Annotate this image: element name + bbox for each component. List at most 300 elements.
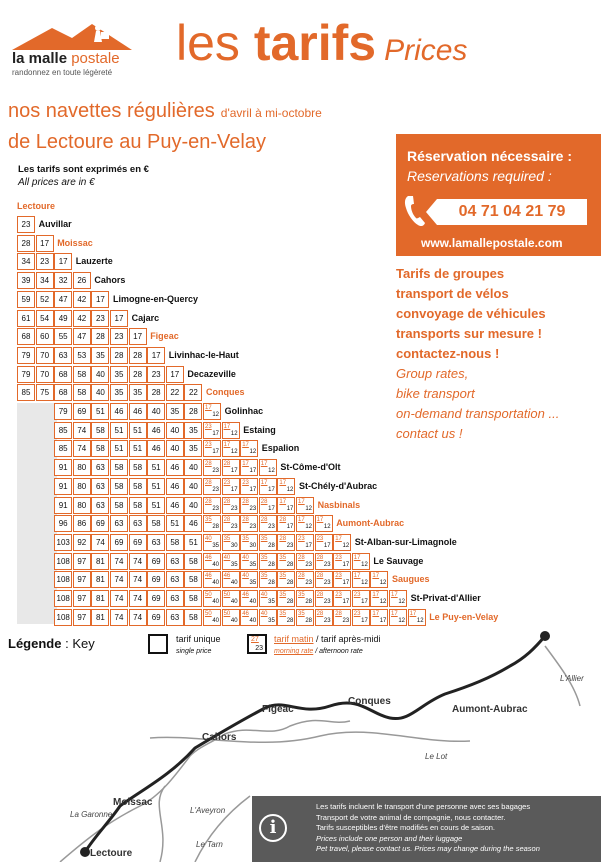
afternoon-price: 23 [323, 580, 331, 587]
afternoon-price: 23 [212, 505, 219, 512]
price-cell: 52 [36, 291, 54, 308]
logo-tagline: randonnez en toute légèreté [12, 68, 113, 77]
price-cell [240, 571, 258, 588]
info-box [252, 796, 601, 862]
price-cell: 35 [91, 347, 109, 364]
price-cell: 28 [184, 403, 202, 420]
afternoon-price: 40 [230, 580, 238, 587]
price-cell: 60 [36, 328, 54, 345]
legend-single-fr: tarif unique [176, 634, 221, 644]
stop-label: St-Privat-d'Allier [410, 593, 481, 603]
price-cell: 69 [91, 515, 109, 532]
stop-label: Aumont-Aubrac [336, 518, 405, 529]
morning-price: 28 [279, 517, 287, 524]
price-cell [277, 515, 295, 532]
price-cell [240, 478, 258, 495]
price-cell [259, 590, 277, 607]
map-town: Lectoure [90, 848, 133, 859]
price-cell: 23 [110, 328, 128, 345]
price-cell: 63 [91, 497, 109, 514]
price-cell: 97 [73, 590, 91, 607]
afternoon-price: 40 [249, 617, 257, 624]
price-cell: 51 [91, 403, 109, 420]
afternoon-price: 12 [249, 449, 257, 456]
morning-price: 28 [205, 461, 212, 468]
morning-price: 23 [353, 610, 361, 617]
morning-price: 23 [223, 479, 231, 486]
price-cell: 26 [73, 272, 91, 289]
price-cell: 35 [184, 440, 202, 457]
price-cell: 79 [17, 347, 35, 364]
price-cell: 69 [147, 609, 165, 626]
price-cell: 54 [36, 310, 54, 327]
afternoon-price: 40 [212, 561, 219, 568]
stop-label: Lectoure [17, 201, 56, 211]
price-cell: 69 [110, 534, 128, 551]
price-cell [277, 553, 295, 570]
group-services [396, 264, 559, 444]
price-cell [352, 571, 370, 588]
price-cell: 74 [73, 422, 91, 439]
morning-price: 28 [205, 498, 212, 505]
price-cell: 63 [54, 347, 72, 364]
price-cell: 74 [110, 553, 128, 570]
price-cell [370, 571, 388, 588]
price-cell [277, 478, 295, 495]
price-cell: 74 [129, 553, 147, 570]
morning-price: 28 [242, 517, 249, 524]
price-cell: 22 [184, 384, 202, 401]
price-cell [222, 478, 240, 495]
price-cell: 69 [73, 403, 91, 420]
price-cell: 58 [91, 422, 109, 439]
currency-note-fr: Les tarifs sont exprimés en € [18, 164, 149, 175]
price-cell [240, 553, 258, 570]
map-town: Aumont-Aubrac [452, 704, 528, 715]
price-cell: 46 [166, 478, 184, 495]
price-cell: 97 [73, 571, 91, 588]
morning-price: 50 [223, 592, 231, 598]
price-cell: 28 [147, 384, 165, 401]
price-cell [370, 590, 388, 607]
price-cell: 63 [91, 459, 109, 476]
morning-price: 28 [260, 517, 268, 524]
price-cell: 74 [110, 609, 128, 626]
price-cell [222, 590, 240, 607]
price-cell: 58 [184, 553, 202, 570]
phone-number[interactable]: 04 71 04 21 79 [437, 199, 587, 225]
legend-split-en: morning rate / afternoon rate [274, 648, 363, 655]
map-town: Cahors [202, 732, 237, 743]
morning-price: 17 [372, 573, 380, 580]
price-cell [203, 422, 221, 439]
price-cell: 81 [91, 553, 109, 570]
morning-price: 17 [205, 405, 212, 411]
morning-price: 46 [223, 573, 231, 580]
morning-price: 17 [223, 423, 231, 430]
price-cell [240, 590, 258, 607]
price-cell [296, 590, 314, 607]
price-cell [222, 515, 240, 532]
price-cell [222, 571, 240, 588]
price-cell: 17 [54, 253, 72, 270]
group-line: transports sur mesure ! [396, 326, 542, 341]
afternoon-price: 28 [286, 580, 294, 587]
map-river: L'Allier [560, 674, 584, 683]
afternoon-price: 17 [361, 617, 368, 624]
morning-price: 17 [316, 517, 324, 524]
info-line: Tarifs susceptibles d'être modifiés en cours de saison. [316, 823, 496, 832]
morning-price: 35 [279, 554, 287, 561]
afternoon-price: 23 [323, 617, 331, 624]
price-cell [277, 534, 295, 551]
price-cell [352, 553, 370, 570]
price-cell: 40 [166, 440, 184, 457]
price-cell [240, 497, 258, 514]
afternoon-price: 28 [268, 542, 275, 549]
afternoon-price: 17 [361, 599, 368, 605]
price-cell: 46 [166, 497, 184, 514]
price-cell: 17 [147, 347, 165, 364]
afternoon-price: 12 [305, 505, 312, 512]
morning-price: 35 [279, 573, 287, 580]
price-cell: 22 [166, 384, 184, 401]
stop-label: Estaing [243, 424, 276, 435]
price-cell [203, 497, 221, 514]
morning-price: 28 [223, 461, 231, 468]
stop-label: Conques [206, 387, 245, 398]
price-cell: 58 [147, 515, 165, 532]
morning-price: 46 [242, 592, 249, 598]
afternoon-price: 17 [230, 486, 238, 493]
morning-price: 40 [242, 573, 249, 580]
morning-price: 28 [316, 592, 324, 598]
price-cell: 34 [17, 253, 35, 270]
price-cell: 35 [110, 366, 128, 383]
morning-price: 28 [298, 554, 305, 561]
price-cell [203, 403, 221, 420]
afternoon-price: 40 [230, 617, 238, 624]
subtitle-line2: de Lectoure au Puy-en-Velay [8, 131, 266, 153]
price-cell: 63 [166, 571, 184, 588]
morning-price: 17 [223, 442, 231, 449]
price-cell: 79 [54, 403, 72, 420]
price-cell: 51 [129, 440, 147, 457]
price-cell: 17 [166, 366, 184, 383]
price-cell [333, 534, 351, 551]
price-cell: 91 [54, 459, 72, 476]
price-cell [333, 571, 351, 588]
afternoon-price: 17 [286, 505, 294, 512]
price-cell: 28 [129, 366, 147, 383]
morning-price: 17 [372, 610, 380, 617]
price-cell [296, 515, 314, 532]
price-cell: 75 [36, 384, 54, 401]
price-cell: 108 [54, 590, 72, 607]
price-cell: 74 [73, 440, 91, 457]
price-cell [352, 609, 370, 626]
price-cell [203, 440, 221, 457]
afternoon-price: 30 [230, 542, 238, 549]
stop-label: Cahors [94, 275, 126, 286]
afternoon-price: 12 [230, 430, 238, 437]
morning-price: 40 [260, 592, 268, 598]
morning-price: 23 [316, 535, 324, 542]
morning-price: 23 [335, 592, 342, 598]
price-cell [352, 590, 370, 607]
price-cell: 80 [73, 478, 91, 495]
afternoon-price: 28 [305, 599, 312, 605]
price-cell [259, 515, 277, 532]
price-cell [315, 553, 333, 570]
price-cell: 40 [91, 366, 109, 383]
info-line-en: Pet travel, please contact us. Prices may change during the season [316, 844, 540, 853]
price-cell: 35 [129, 384, 147, 401]
morning-price: 35 [298, 610, 305, 617]
morning-price: 28 [316, 554, 324, 561]
price-cell: 58 [110, 459, 128, 476]
group-line: Tarifs de groupes [396, 266, 505, 281]
afternoon-price: 23 [249, 524, 257, 531]
price-cell: 40 [184, 497, 202, 514]
morning-price: 50 [205, 592, 212, 598]
logo-name: la malle postale [12, 50, 120, 67]
group-line: contactez-nous ! [396, 346, 500, 361]
afternoon-price: 17 [286, 524, 294, 531]
legend-split-box: 27 23 [247, 634, 267, 654]
afternoon-price: 30 [249, 542, 257, 549]
price-cell [203, 534, 221, 551]
stop-label: Limogne-en-Quercy [113, 293, 199, 304]
info-icon: i [259, 814, 287, 842]
morning-price: 23 [205, 423, 212, 430]
afternoon-price: 28 [286, 599, 294, 605]
price-cell: 69 [147, 553, 165, 570]
info-line: Les tarifs incluent le transport d'une personne avec ses bagages [316, 802, 531, 811]
morning-price: 46 [242, 610, 249, 617]
afternoon-price: 23 [342, 617, 350, 624]
morning-price: 28 [223, 517, 231, 524]
afternoon-price: 23 [230, 505, 238, 512]
morning-price: 28 [316, 573, 324, 580]
price-cell [277, 571, 295, 588]
price-cell: 61 [17, 310, 35, 327]
morning-price: 23 [353, 592, 361, 598]
price-cell: 63 [166, 553, 184, 570]
afternoon-price: 35 [249, 561, 257, 568]
price-cell: 23 [147, 366, 165, 383]
group-line-en: Group rates, [396, 366, 469, 381]
legend-title: Légende : Key [8, 636, 95, 651]
afternoon-price: 28 [268, 580, 275, 587]
afternoon-price: 40 [212, 617, 219, 624]
price-cell: 40 [166, 422, 184, 439]
morning-price: 35 [260, 554, 268, 561]
price-cell [203, 553, 221, 570]
price-cell [315, 590, 333, 607]
morning-price: 35 [279, 610, 287, 617]
price-cell [222, 497, 240, 514]
price-cell: 23 [91, 310, 109, 327]
price-cell: 80 [73, 459, 91, 476]
price-cell: 59 [17, 291, 35, 308]
currency-note-en: All prices are in € [18, 177, 95, 188]
afternoon-price: 17 [379, 617, 387, 624]
price-cell: 92 [73, 534, 91, 551]
price-cell: 28 [129, 347, 147, 364]
afternoon-price: 12 [305, 524, 312, 531]
afternoon-price: 17 [249, 468, 257, 475]
price-cell: 69 [147, 571, 165, 588]
afternoon-price: 17 [342, 580, 350, 587]
morning-price: 17 [391, 592, 398, 598]
price-cell [240, 440, 258, 457]
price-cell: 17 [129, 328, 147, 345]
price-cell [259, 609, 277, 626]
price-cell: 17 [36, 235, 54, 252]
price-cell [259, 534, 277, 551]
price-cell [370, 609, 388, 626]
morning-price: 28 [298, 573, 305, 580]
legend-single-en: single price [176, 648, 212, 655]
logo-mountain-icon [12, 22, 132, 50]
phone-arrow [426, 199, 437, 225]
price-cell: 35 [166, 403, 184, 420]
price-cell: 28 [17, 235, 35, 252]
afternoon-price: 40 [212, 599, 219, 605]
price-cell [203, 609, 221, 626]
price-cell [296, 571, 314, 588]
price-cell [315, 571, 333, 588]
price-cell: 46 [147, 422, 165, 439]
price-cell [240, 534, 258, 551]
price-cell: 58 [110, 497, 128, 514]
price-cell: 63 [147, 534, 165, 551]
morning-price: 46 [205, 554, 212, 561]
morning-price: 23 [335, 554, 342, 561]
price-cell: 68 [54, 384, 72, 401]
price-cell [277, 590, 295, 607]
price-cell: 39 [17, 272, 35, 289]
price-cell [203, 571, 221, 588]
afternoon-price: 12 [268, 468, 275, 475]
info-text [316, 802, 540, 855]
stop-label: Golinhac [224, 406, 264, 416]
afternoon-price: 40 [212, 580, 219, 587]
afternoon-price: 28 [212, 524, 219, 531]
morning-price: 17 [335, 535, 342, 542]
price-cell: 46 [129, 403, 147, 420]
price-cell: 58 [73, 384, 91, 401]
price-cell: 68 [17, 328, 35, 345]
price-cell: 108 [54, 553, 72, 570]
price-cell [389, 609, 407, 626]
price-cell: 80 [73, 497, 91, 514]
group-line: transport de vélos [396, 286, 509, 301]
price-cell: 51 [147, 459, 165, 476]
price-cell [315, 534, 333, 551]
price-cell: 58 [184, 571, 202, 588]
afternoon-price: 23 [323, 561, 331, 568]
price-cell: 51 [147, 497, 165, 514]
map-river: Le Lot [425, 752, 448, 761]
website-link[interactable]: www.lamallepostale.com [421, 236, 563, 250]
price-cell: 58 [73, 366, 91, 383]
price-cell [203, 478, 221, 495]
price-cell: 28 [110, 347, 128, 364]
morning-price: 17 [353, 573, 361, 580]
afternoon-price: 12 [286, 486, 294, 493]
morning-price: 23 [205, 442, 212, 449]
afternoon-price: 12 [416, 617, 424, 624]
price-cell [315, 609, 333, 626]
price-cell [315, 515, 333, 532]
morning-price: 50 [223, 610, 231, 617]
morning-price: 35 [205, 517, 212, 524]
price-cell: 58 [184, 590, 202, 607]
subtitle-period: d'avril à mi-octobre [220, 106, 322, 120]
morning-price: 35 [279, 592, 287, 598]
morning-price: 40 [242, 554, 249, 561]
afternoon-price: 23 [286, 542, 294, 549]
price-cell [240, 609, 258, 626]
afternoon-price: 17 [268, 505, 275, 512]
morning-price: 40 [260, 610, 268, 617]
price-cell: 47 [54, 291, 72, 308]
price-cell: 108 [54, 571, 72, 588]
info-line-en: Prices include one person and their luggage [316, 833, 463, 843]
morning-price: 40 [223, 554, 231, 561]
price-cell: 58 [129, 478, 147, 495]
stop-label: Le Puy-en-Velay [429, 611, 499, 622]
morning-price: 23 [242, 479, 249, 486]
price-cell: 17 [91, 291, 109, 308]
afternoon-price: 17 [305, 542, 312, 549]
price-cell: 58 [129, 497, 147, 514]
price-cell [296, 553, 314, 570]
price-cell: 63 [110, 515, 128, 532]
group-line: convoyage de véhicules [396, 306, 546, 321]
price-cell: 74 [91, 534, 109, 551]
price-cell [296, 497, 314, 514]
map-river: L'Aveyron [190, 806, 226, 815]
price-cell [277, 609, 295, 626]
price-cell: 85 [54, 422, 72, 439]
stop-label: Moissac [57, 237, 93, 248]
afternoon-price: 12 [398, 617, 405, 624]
price-cell: 97 [73, 609, 91, 626]
price-cell [333, 553, 351, 570]
afternoon-price: 35 [268, 617, 275, 624]
reservation-title-fr: Réservation nécessaire : [407, 148, 572, 164]
afternoon-price: 17 [212, 449, 219, 456]
morning-price: 17 [409, 610, 417, 617]
afternoon-price: 35 [249, 580, 257, 587]
stop-label: Livinhac-le-Haut [168, 349, 239, 360]
morning-price: 35 [260, 573, 268, 580]
price-cell: 103 [54, 534, 72, 551]
stop-label: Cajarc [131, 312, 160, 323]
afternoon-price: 12 [379, 599, 387, 605]
afternoon-price: 23 [249, 505, 257, 512]
price-cell [296, 609, 314, 626]
price-cell: 55 [54, 328, 72, 345]
price-cell: 74 [129, 571, 147, 588]
price-cell [296, 534, 314, 551]
price-cell [203, 590, 221, 607]
morning-price: 17 [260, 461, 268, 468]
price-cell [333, 609, 351, 626]
